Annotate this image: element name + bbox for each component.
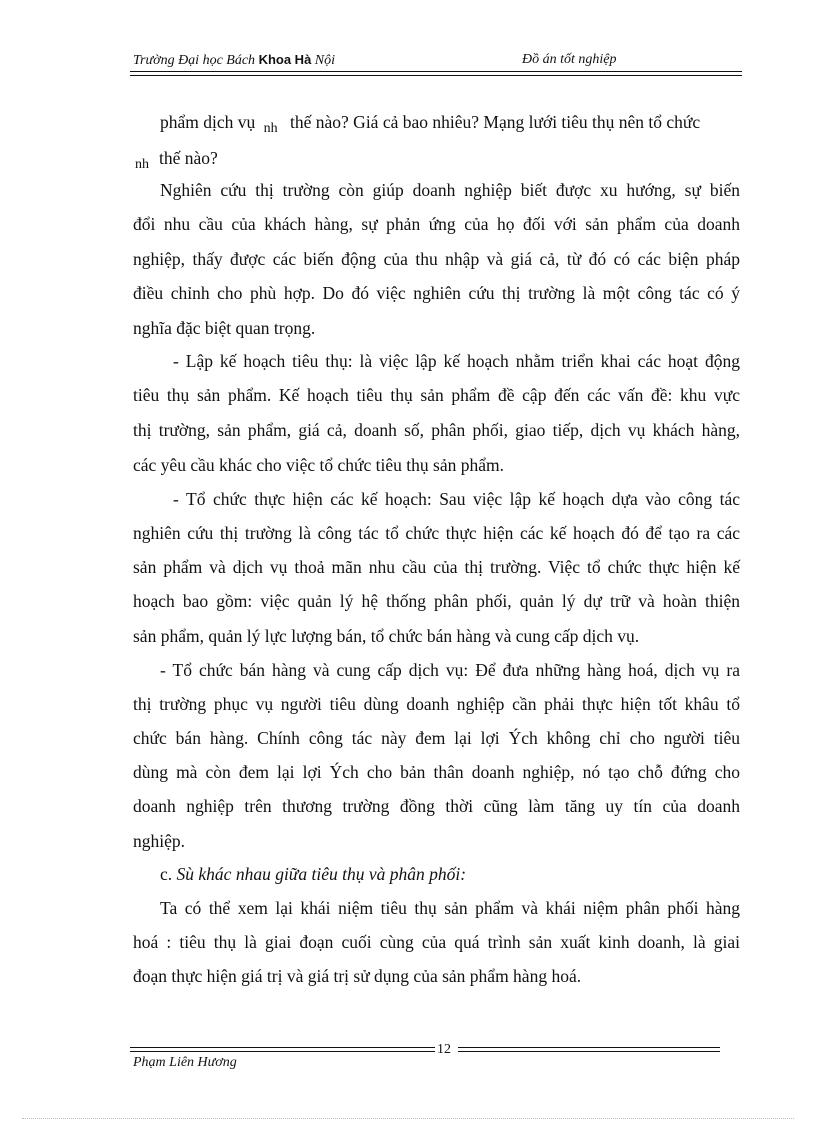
paragraph-line: chức bán hàng. Chính công tác này đem lại lợi Ých không chỉ cho người tiêu [133,728,740,748]
paragraph-line: các yêu cầu khác cho việc tổ chức tiêu thụ sản phẩm. [133,455,504,475]
paragraph-line: sản phẩm và dịch vụ thoả mãn nhu cầu của thị trường. Việc tổ chức thực hiện kế [133,557,740,577]
paragraph-line: Nghiên cứu thị trường còn giúp doanh nghiệp biết được xu hướng, sự biến [160,180,740,200]
header-doc-type: Đồ án tốt nghiệp [522,52,617,67]
paragraph-line: đoạn thực hiện giá trị và giá trị sử dụng của sản phẩm hàng hoá. [133,966,582,986]
paragraph-line: tiêu thụ sản phẩm. Kế hoạch tiêu thụ sản phẩm đề cập đến các vấn đề: khu vực [133,385,740,405]
paragraph-line: dùng mà còn đem lại lợi Ých cho bản thân doanh nghiệp, nó tạo chỗ đứng cho [133,762,740,782]
paragraph-line: nghiệp. [133,831,186,851]
paragraph-line: nghiệp, thấy được các biến động của thu nhập và giá cả, từ đó có các biện pháp [133,249,740,269]
paragraph-line: doanh nghiệp trên thương trường đồng thời cũng làm tăng uy tín của doanh [133,796,740,816]
body-line: $_{nh}$ thế nào? [135,148,218,172]
header-school-stamp: Khoa Hà [258,52,312,67]
paragraph-line: nghiên cứu thị trường là công tác tổ chức thực hiện các kế hoạch đó để tạo ra các [133,523,740,543]
paragraph-line: hoạch bao gồm: việc quản lý hệ thống phân phối, quản lý dự trữ và hoàn thiện [133,591,740,611]
footer-rule-right-bottom [458,1051,720,1052]
header-rule-top [130,71,742,72]
paragraph-line: - Tổ chức bán hàng và cung cấp dịch vụ: Để đưa những hàng hoá, dịch vụ ra [160,660,740,680]
header-rule-bottom [130,75,742,76]
page-edge-dots [22,1118,794,1119]
paragraph-line: - Lập kế hoạch tiêu thụ: là việc lập kế hoạch nhằm triển khai các hoạt động [173,351,740,371]
footer-rule-right-top [458,1047,720,1048]
paragraph-line: hoá : tiêu thụ là giai đoạn cuối cùng của quá trình sản xuất kinh doanh, là giai [133,932,740,952]
header-school [133,52,335,69]
paragraph-line: - Tổ chức thực hiện các kế hoạch: Sau việc lập kế hoạch dựa vào công tác [173,489,740,509]
paragraph-line: thị trường, sản phẩm, giá cả, doanh số, phân phối, giao tiếp, dịch vụ khách hàng, [133,420,740,440]
paragraph-line: Ta có thể xem lại khái niệm tiêu thụ sản phẩm và khái niệm phân phối hàng [160,898,740,918]
section-heading: c. Sù khác nhau giữa tiêu thụ và phân phối: [160,864,467,884]
paragraph-line: thị trường phục vụ người tiêu dùng doanh nghiệp cần phải thực hiện tốt khâu tổ [133,694,740,714]
footer-rule-left-top [130,1047,435,1048]
header-school-part2: Nội [311,53,336,68]
footer-author: Phạm Liên Hương [133,1055,237,1070]
paragraph-line: điều chỉnh cho phù hợp. Do đó việc nghiên cứu thị trường là một công tác có ý [133,283,740,303]
paragraph-line: nghĩa đặc biệt quan trọng. [133,318,316,338]
paragraph-line: sản phẩm, quản lý lực lượng bán, tổ chức bán hàng và cung cấp dịch vụ. [133,626,640,646]
page-number: 12 [437,1042,451,1057]
header-school-part1: Trường Đại học Bách [133,53,259,68]
body-line: phẩm dịch vụ $_{nh}$ thế nào? Giá cả bao nhiêu? Mạng lưới tiêu thụ nên tổ chức [160,112,701,136]
paragraph-line: đổi nhu cầu của khách hàng, sự phản ứng của họ đối với sản phẩm của doanh [133,214,740,234]
footer-rule-left-bottom [130,1051,435,1052]
